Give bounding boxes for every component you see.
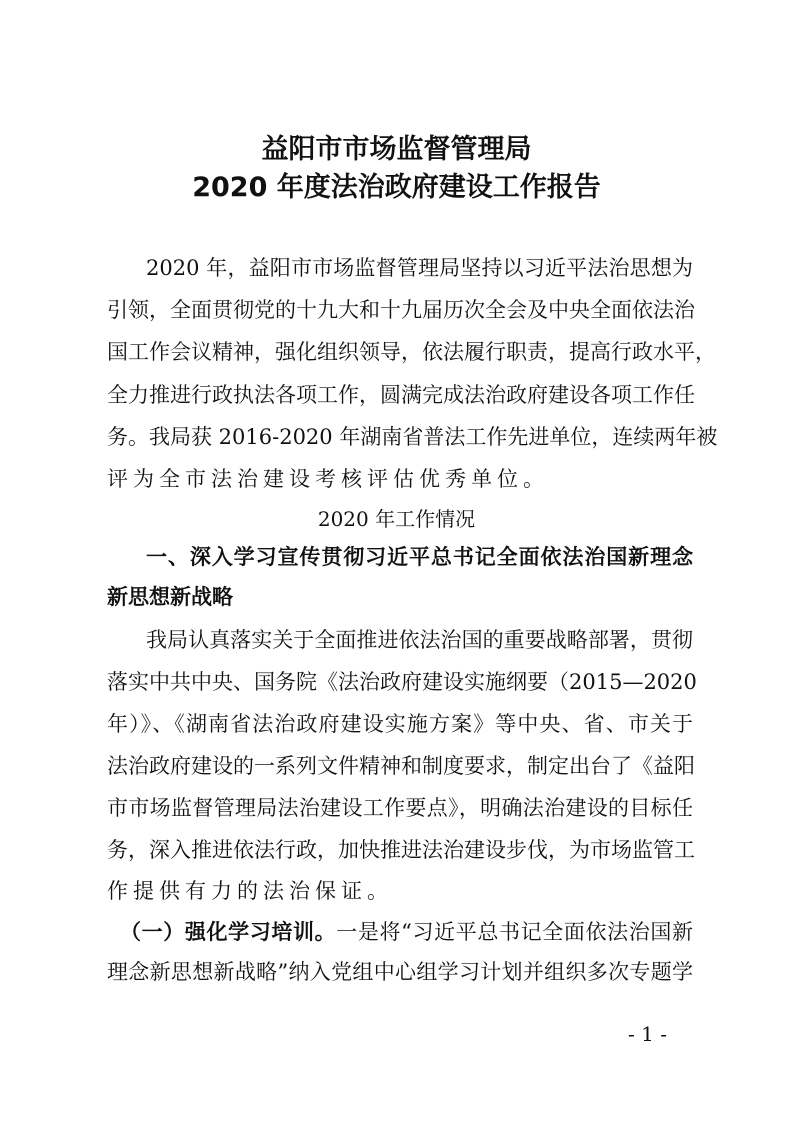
sub1-rest: 一是将“习近平总书记全面依法治国新 [336,920,694,944]
intro-line: 务。我局获 2016-2020 年湖南省普法工作先进单位，连续两年被 [107,425,718,449]
para2-line: 市市场监督管理局法治建设工作要点》，明确法治建设的目标任 [107,796,693,820]
intro-line: 全力推进行政执法各项工作，圆满完成法治政府建设各项工作任 [107,383,695,407]
intro-line: 国工作会议精神，强化组织领导，依法履行职责，提高行政水平， [107,340,716,364]
doc-title-line1: 益阳市市场监督管理局 [261,134,532,165]
para2-line: 法治政府建设的一系列文件精神和制度要求，制定出台了《益阳 [107,754,695,778]
heading1-line2: 新思想新战略 [107,585,233,609]
intro-line: 2020 年，益阳市市场监督管理局坚持以习近平法治思想为 [146,256,693,280]
doc-title-line2: 2020 年度法治政府建设工作报告 [192,172,601,203]
para2-line: 年）》、《湖南省法治政府建设实施方案》等中央、省、市关于 [107,712,693,736]
para2-line: 作提供有力的法治保证。 [107,879,393,903]
sub1-line1 [120,918,693,946]
para2-line: 务，深入推进依法行政，加快推进法治建设步伐，为市场监管工 [107,838,695,862]
para2-line: 落实中共中央、国务院《法治政府建设实施纲要（2015—2020 [107,670,697,694]
sub1-bold-lead: （一）强化学习培训。 [120,919,337,944]
intro-line: 评为全市法治建设考核评估优秀单位。 [107,467,549,491]
para2-line: 我局认真落实关于全面推进依法治国的重要战略部署，贯彻 [146,628,693,652]
intro-line: 引领，全面贯彻党的十九大和十九届历次全会及中央全面依法治 [107,298,695,322]
sub1-line2: 理念新思想新战略”纳入党组中心组学习计划并组织多次专题学 [107,960,693,984]
section-title: 2020 年工作情况 [317,507,476,531]
page-number: - 1 - [628,1022,667,1046]
heading1-line1: 一、深入学习宣传贯彻习近平总书记全面依法治国新理念 [146,545,693,569]
